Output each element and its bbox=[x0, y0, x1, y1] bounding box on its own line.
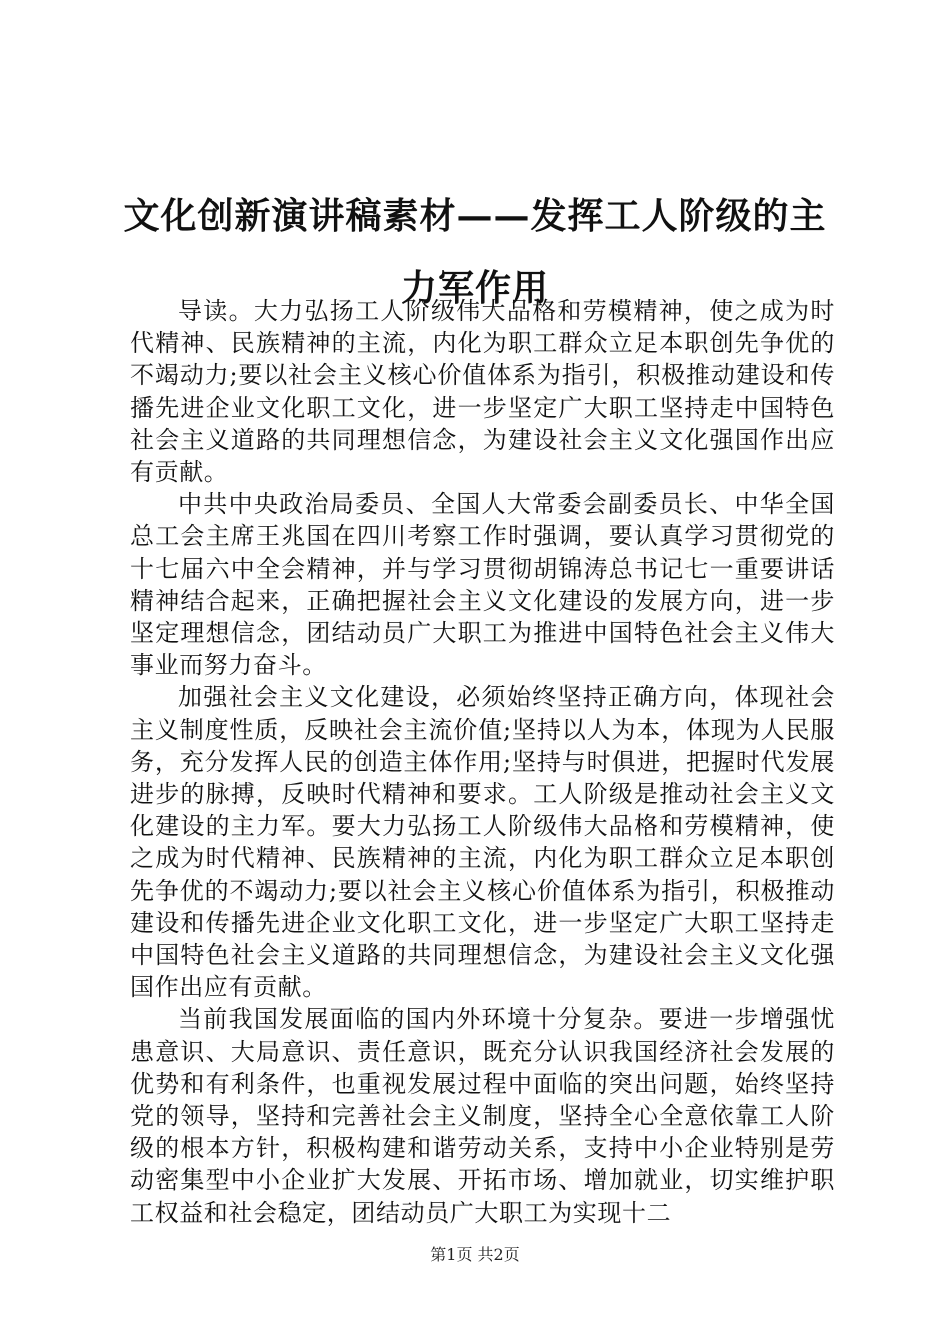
paragraph: 加强社会主义文化建设，必须始终坚持正确方向，体现社会主义制度性质，反映社会主流价值;坚持以人为本，体现为人民服务，充分发挥人民的创造主体作用;坚持与时俱进，把握时代发展进步的脉搏，反映时代精神和要求。工人阶级是推动社会主义文化建设的主力军。要大力弘扬工人阶级伟大品格和劳模精神，使之成为时代精神、民族精神的主流，内化为职工群众立足本职创先争优的不竭动力;要以社会主义核心价值体系为指引，积极推动建设和传播先进企业文化职工文化，进一步坚定广大职工坚持走中国特色社会主义道路的共同理想信念，为建设社会主义文化强国作出应有贡献。 bbox=[130, 683, 835, 1002]
page-number-footer: 第1页 共2页 bbox=[430, 1245, 520, 1264]
document-body bbox=[130, 295, 835, 1229]
paragraph: 当前我国发展面临的国内外环境十分复杂。要进一步增强忧患意识、大局意识、责任意识，既充分认识我国经济社会发展的优势和有利条件，也重视发展过程中面临的突出问题，始终坚持党的领导，坚持和完善社会主义制度，坚持全心全意依靠工人阶级的根本方针，积极构建和谐劳动关系，支持中小企业特别是劳动密集型中小企业扩大发展、开拓市场、增加就业，切实维护职工权益和社会稳定，团结动员广大职工为实现十二 bbox=[130, 1005, 835, 1227]
paragraph: 导读。大力弘扬工人阶级伟大品格和劳模精神，使之成为时代精神、民族精神的主流，内化为职工群众立足本职创先争优的不竭动力;要以社会主义核心价值体系为指引，积极推动建设和传播先进企业文化职工文化，进一步坚定广大职工坚持走中国特色社会主义道路的共同理想信念，为建设社会主义文化强国作出应有贡献。 bbox=[130, 297, 835, 487]
document-title: 文化创新演讲稿素材——发挥工人阶级的主力军作用 bbox=[123, 195, 827, 309]
paragraph: 中共中央政治局委员、全国人大常委会副委员长、中华全国总工会主席王兆国在四川考察工作时强调，要认真学习贯彻党的十七届六中全会精神，并与学习贯彻胡锦涛总书记七一重要讲话精神结合起来，正确把握社会主义文化建设的发展方向，进一步坚定理想信念，团结动员广大职工为推进中国特色社会主义伟大事业而努力奋斗。 bbox=[130, 490, 835, 680]
